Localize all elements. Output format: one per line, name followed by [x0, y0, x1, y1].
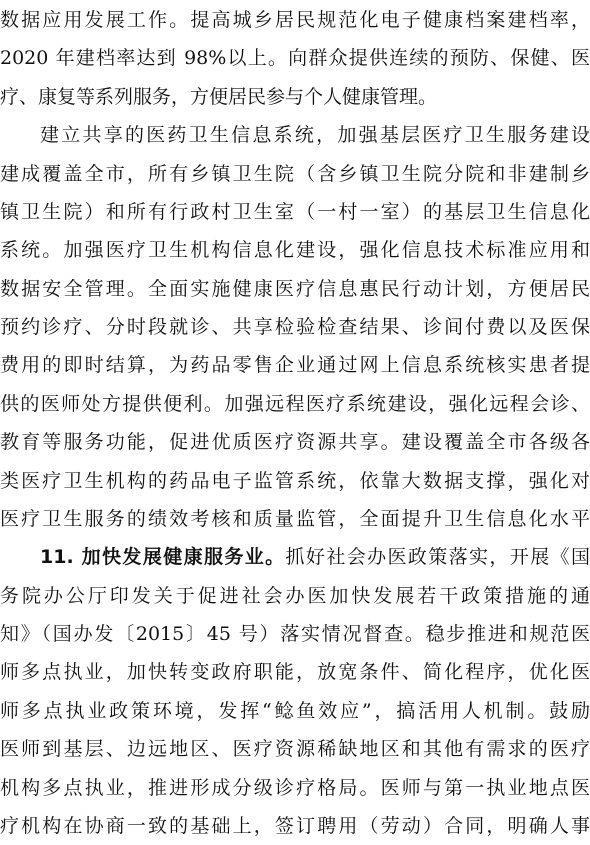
- paragraph-3-line-6: 医师到基层、边远地区、医疗资源稀缺地区和其他有需求的医疗: [0, 738, 590, 761]
- paragraph-3-line-3: 知》（国办发〔2015〕45 号）落实情况督查。稳步推进和规范医: [0, 623, 590, 646]
- paragraph-3-line-4: 师多点执业，加快转变政府职能，放宽条件、简化程序，优化医: [0, 661, 590, 684]
- paragraph-2-line-7: 费用的即时结算，为药品零售企业通过网上信息系统核实患者提: [0, 354, 590, 377]
- paragraph-3-line-8: 疗机构在协商一致的基础上，签订聘用（劳动）合同，明确人事: [0, 815, 590, 837]
- paragraph-3-line-2: 务院办公厅印发关于促进社会办医加快发展若干政策措施的通: [0, 584, 590, 607]
- paragraph-2-line-2: 建成覆盖全市，所有乡镇卫生院（含乡镇卫生院分院和非建制乡: [0, 162, 590, 185]
- paragraph-3-line-5: 师多点执业政策环境，发挥“鲶鱼效应”，搞活用人机制。鼓励: [0, 699, 590, 722]
- paragraph-2-line-8: 供的医师处方提供便利。加强远程医疗系统建设，强化远程会诊、: [0, 392, 590, 415]
- paragraph-2-line-1: 建立共享的医药卫生信息系统，加强基层医疗卫生服务建设: [40, 124, 590, 147]
- paragraph-3-line-1-text: 抓好社会办医政策落实，开展《国: [285, 546, 590, 569]
- paragraph-2-line-4: 系统。加强医疗卫生机构信息化建设，强化信息技术标准应用和: [0, 239, 590, 262]
- paragraph-2-line-5: 数据安全管理。全面实施健康医疗信息惠民行动计划，方便居民: [0, 277, 590, 300]
- paragraph-2-line-9: 教育等服务功能，促进优质医疗资源共享。建设覆盖全市各级各: [0, 431, 590, 454]
- section-heading: 11. 加快发展健康服务业。: [40, 546, 286, 569]
- paragraph-2-line-3: 镇卫生院）和所有行政村卫生室（一村一室）的基层卫生信息化: [0, 200, 590, 223]
- paragraph-3-line-1: [0, 541, 590, 574]
- paragraph-1-line-1: 数据应用发展工作。提高城乡居民规范化电子健康档案建档率，: [0, 9, 590, 31]
- paragraph-2-line-6: 预约诊疗、分时段就诊、共享检验检查结果、诊间付费以及医保: [0, 316, 590, 339]
- paragraph-2-line-10: 类医疗卫生机构的药品电子监管系统，依靠大数据支撑，强化对: [0, 469, 590, 492]
- paragraph-1-line-2: 2020 年建档率达到 98%以上。向群众提供连续的预防、保健、医: [0, 47, 590, 70]
- paragraph-3-line-7: 机构多点执业，推进形成分级诊疗格局。医师与第一执业地点医: [0, 776, 590, 799]
- paragraph-2-line-11: 医疗卫生服务的绩效考核和质量监管，全面提升卫生信息化水平: [0, 507, 590, 530]
- paragraph-1-line-3: 疗、康复等系列服务，方便居民参与个人健康管理。: [0, 85, 438, 108]
